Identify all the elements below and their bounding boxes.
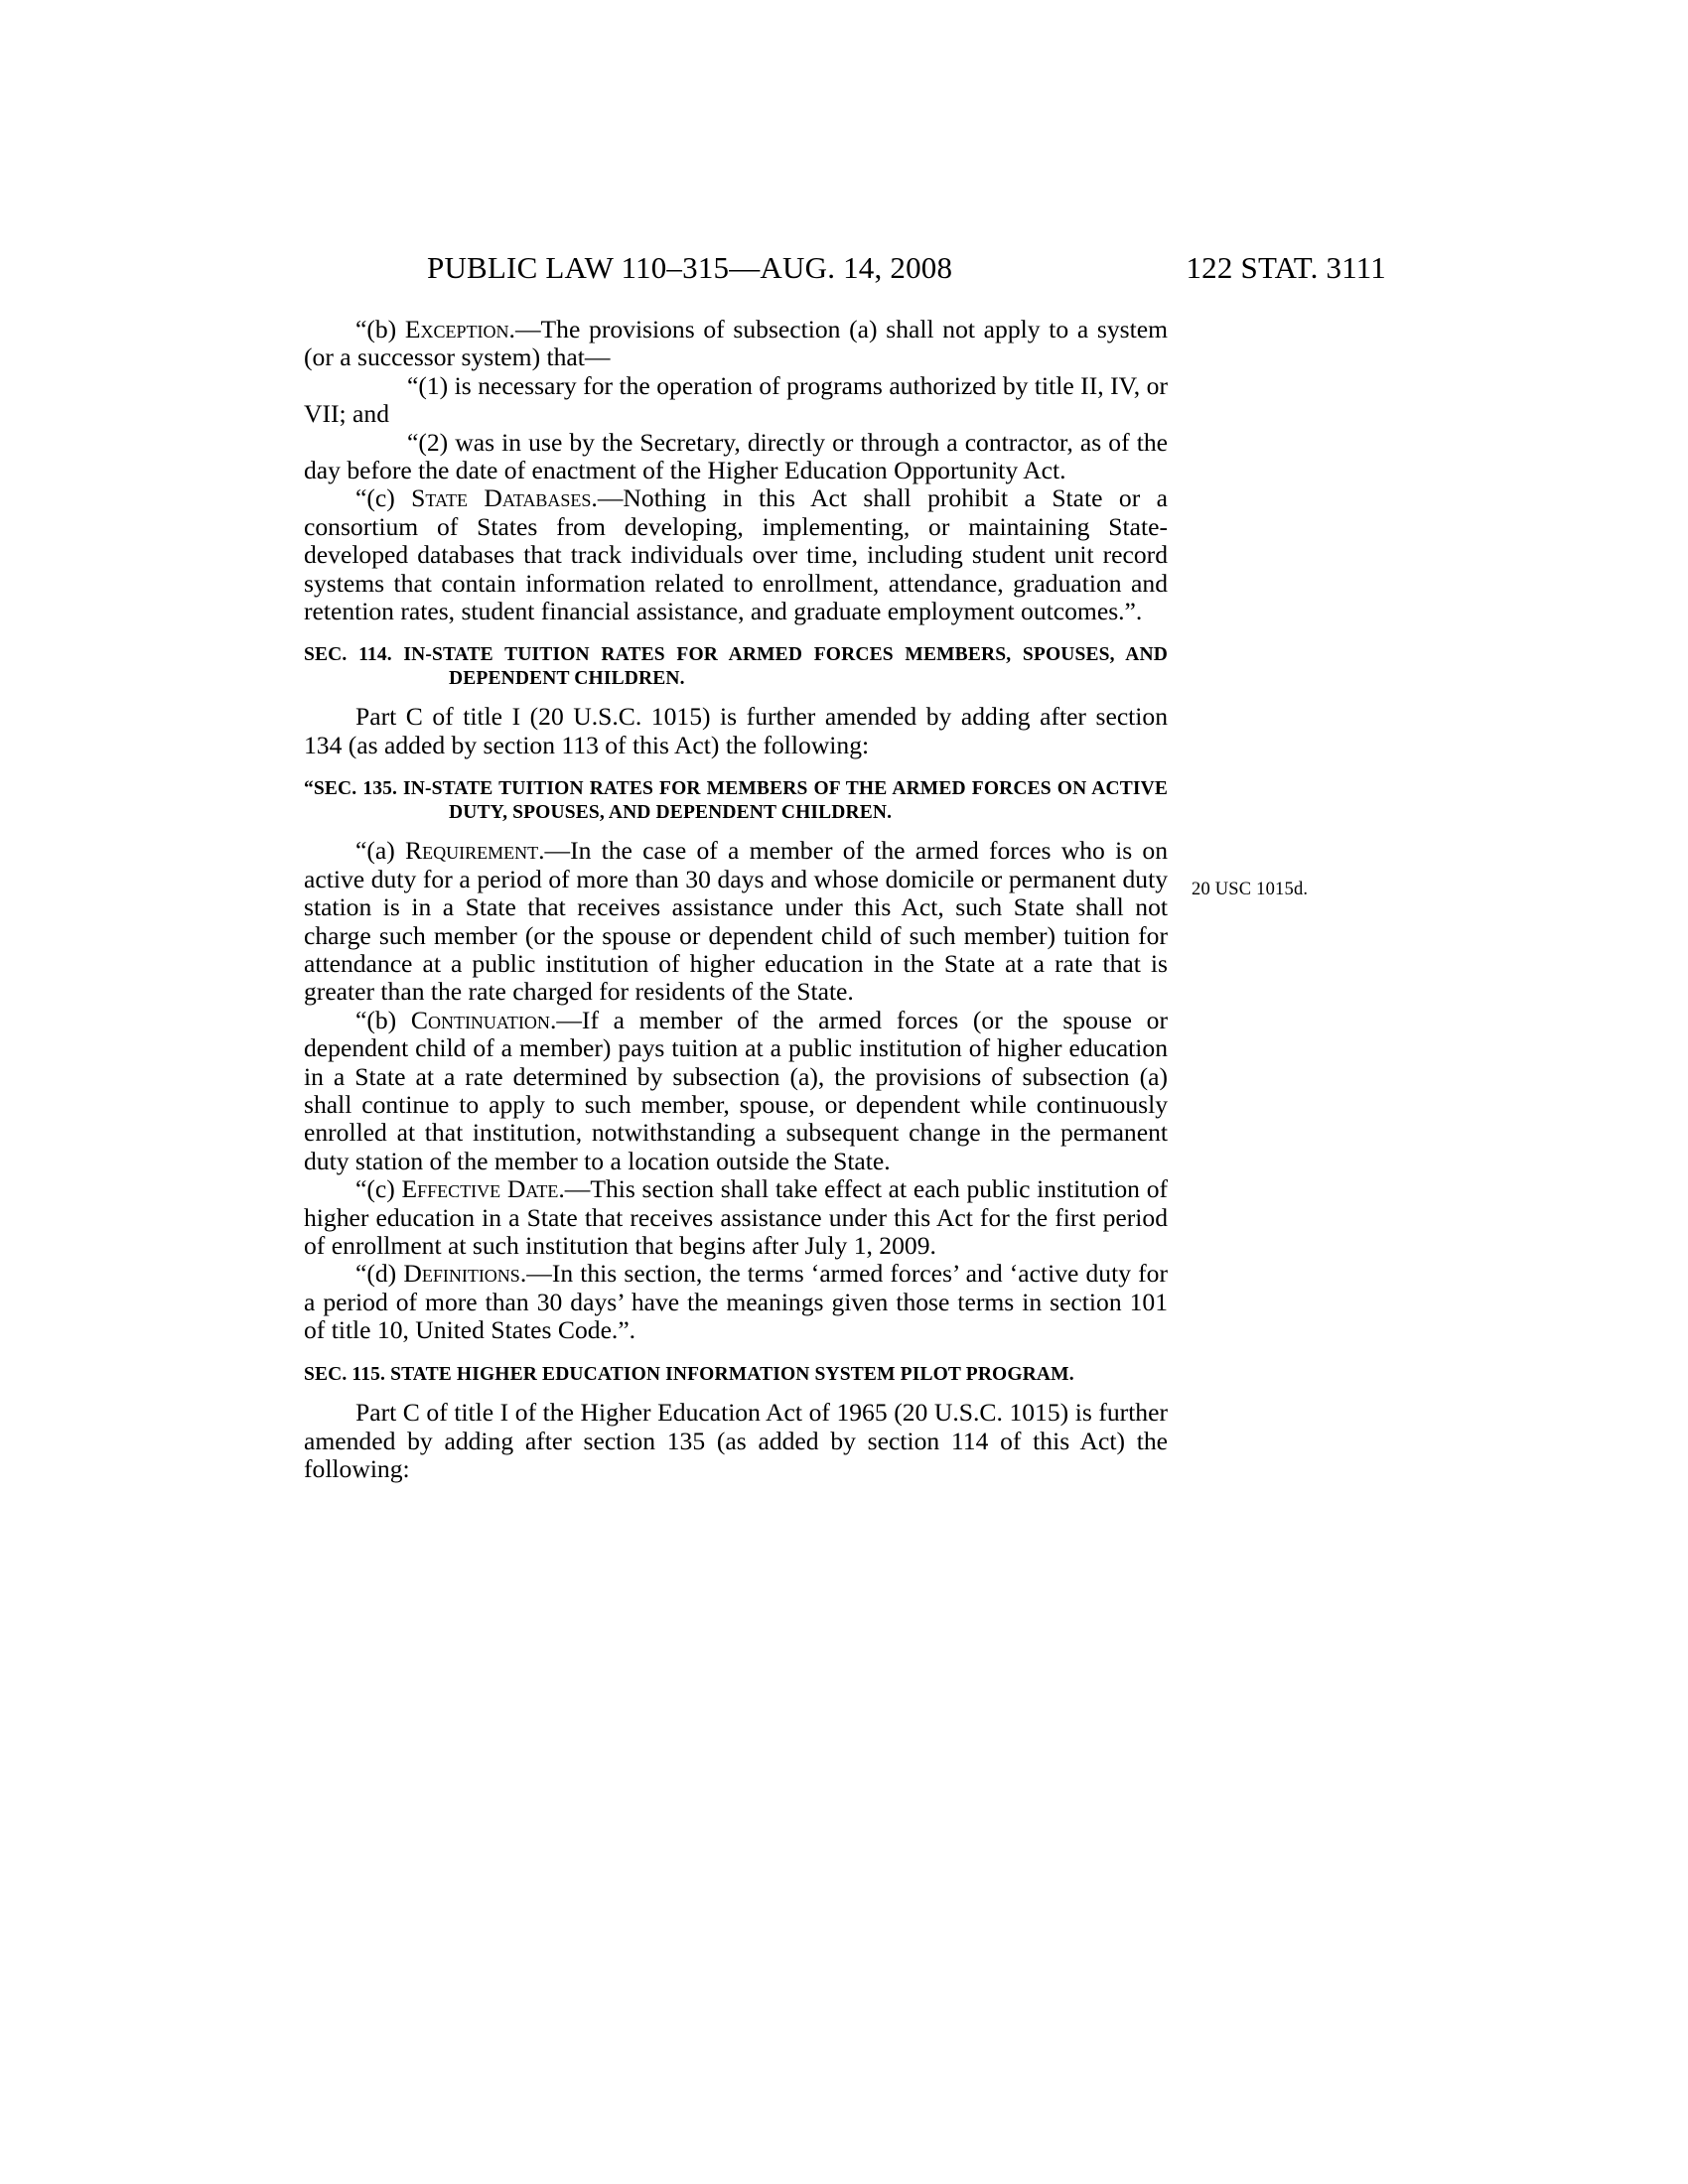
paragraph-b-exception: “(b) Exception.—The provisions of subsection (a) shall not apply to a system (or a successor system) that—: [304, 315, 1168, 372]
paragraph-b-2: “(2) was in use by the Secretary, directly or through a contractor, as of the day before the date of enactment of the Higher Education Opportunity Act.: [304, 427, 1168, 485]
subsection-heading: State Databases: [411, 483, 592, 513]
section-135-heading: “SEC. 135. IN-STATE TUITION RATES FOR MEMBERS OF THE ARMED FORCES ON ACTIVE DUTY, SPOUSES, AND DEPENDENT CHILDREN.: [304, 778, 1168, 823]
public-law-title: PUBLIC LAW 110–315—AUG. 14, 2008: [427, 250, 953, 285]
subsection-heading: Continuation: [410, 1005, 550, 1034]
paragraph-c-effective-date: “(c) Effective Date.—This section shall take effect at each public institution of higher education in a State that receives assistance under this Act for the first period of enrollment at such institution that begins after July 1, 2009.: [304, 1174, 1169, 1260]
paragraph-a-requirement: “(a) Requirement.—In the case of a member of the armed forces who is on active duty for a period of more than 30 days and whose domicile or permanent duty station is in a State that receives assistance under this Act, such State shall not charge such member (or the spouse or dependent child of such member) tuition for attendance at a public institution of higher education in the State at a rate that is greater than the rate charged for residents of the State.: [304, 836, 1168, 1007]
section-114-heading: SEC. 114. IN-STATE TUITION RATES FOR ARMED FORCES MEMBERS, SPOUSES, AND DEPENDENT CHILDREN.: [304, 644, 1168, 689]
paragraph-b-1: “(1) is necessary for the operation of programs authorized by title II, IV, or VII; and: [304, 370, 1168, 429]
paragraph-d-definitions: “(d) Definitions.—In this section, the terms ‘armed forces’ and ‘active duty for a period of more than 30 days’ have the meanings given those terms in section 101 of title 10, United States Code.”.: [304, 1259, 1168, 1345]
subsection-heading: Definitions: [403, 1259, 520, 1289]
margin-citation: 20 USC 1015d.: [1192, 880, 1309, 899]
running-head: [427, 250, 1386, 290]
section-115-text: Part C of title I of the Higher Education Act of 1965 (20 U.S.C. 1015) is further amended by adding after section 135 (as added by section 114 of this Act) the following:: [304, 1398, 1168, 1483]
paragraph-c-state-databases: “(c) State Databases.—Nothing in this Act shall prohibit a State or a consortium of States from developing, implementing, or maintaining State-developed databases that track individuals over time, including student unit record systems that contain information related to enrollment, attendance, graduation and retention rates, student financial assistance, and graduate employment outcomes.”.: [304, 483, 1168, 626]
statute-page-number: 122 STAT. 3111: [1186, 250, 1386, 285]
body-text: [304, 316, 1168, 1483]
subsection-heading: Requirement: [405, 836, 539, 866]
section-114-text: Part C of title I (20 U.S.C. 1015) is further amended by adding after section 134 (as added by section 113 of this Act) the following:: [304, 702, 1168, 759]
paragraph-b-continuation: “(b) Continuation.—If a member of the armed forces (or the spouse or dependent child of a member) pays tuition at a public institution of higher education in a State at a rate determined by subsection (a), the provisions of subsection (a) shall continue to apply to such member, spouse, or dependent while continuously enrolled at that institution, notwithstanding a subsequent change in the permanent duty station of the member to a location outside the State.: [304, 1005, 1168, 1175]
subsection-heading: Exception: [404, 315, 509, 343]
section-115-heading: SEC. 115. STATE HIGHER EDUCATION INFORMATION SYSTEM PILOT PROGRAM.: [304, 1363, 1074, 1385]
subsection-heading: Effective Date: [401, 1174, 559, 1204]
